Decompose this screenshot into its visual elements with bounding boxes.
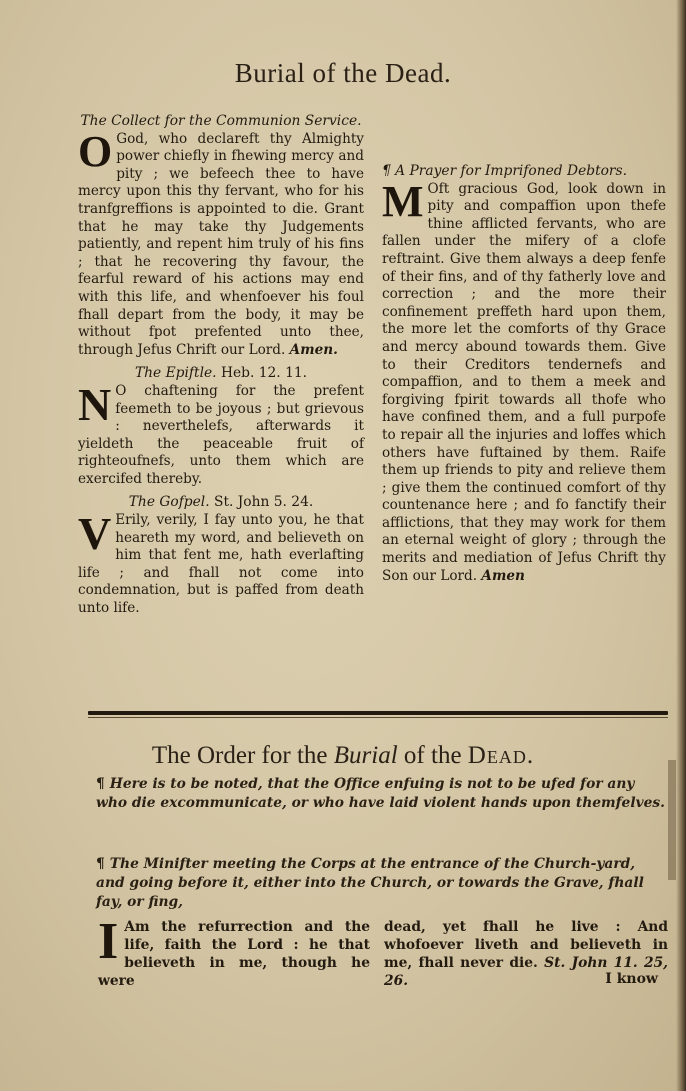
epistle-body: O chaftening for the prefent feemeth to be joyous ; but grievous : neverthelefs, afterwards it yieldeth the peaceable fruit of righteoufnefs, unto them which are exercifed thereby. xyxy=(78,382,364,487)
epistle-title: The Epiftle. xyxy=(134,365,217,382)
catchword: I know xyxy=(605,971,658,987)
section-divider xyxy=(88,711,668,715)
order-title-part-3: of the xyxy=(403,742,462,769)
pilcrow-icon: ¶ xyxy=(96,776,105,792)
order-title-part-2: Burial xyxy=(333,742,398,769)
order-title xyxy=(0,742,686,770)
collect-amen: Amen. xyxy=(289,341,338,358)
collect-heading: The Collect for the Communion Service. xyxy=(80,113,362,129)
right-column xyxy=(382,111,666,585)
gospel-reference: St. John 5. 24. xyxy=(214,494,314,511)
gospel-body: Erily, verily, I fay unto you, he that heareth my word, and believeth on him that fent me, hath everlafting life ; and fhall not come into condemnation, but is paffed from death unto life. xyxy=(78,512,364,617)
rubric-minister xyxy=(96,855,666,912)
sentence-right-text: dead, yet fhall he live : And whofoever liveth and believeth in me, fhall never die. xyxy=(384,919,668,971)
page-edge-shadow xyxy=(676,0,686,1091)
collect-text xyxy=(78,126,364,360)
order-title-part-4: Dead. xyxy=(467,742,535,769)
gospel-dropcap: V xyxy=(78,508,112,560)
rubric-excommunicate-text: Here is to be noted, that the Office enfuing is not to be ufed for any who die excommunicate, or who have laid violent hands upon themfelves. xyxy=(96,776,665,811)
left-column xyxy=(78,113,364,618)
epistle-text xyxy=(78,378,364,489)
sentence-reference: St. John 11. 25, 26. xyxy=(384,955,668,989)
sentence-dropcap: I xyxy=(98,913,119,970)
gospel-title: The Gofpel. xyxy=(128,494,210,511)
pilcrow-icon: ¶ xyxy=(96,856,105,872)
prayer-text xyxy=(382,176,666,586)
gospel-text xyxy=(78,508,364,618)
collect-dropcap: O xyxy=(78,126,113,176)
collect-body: God, who declareft thy Almighty power chiefly in fhewing mercy and pity ; we befeech thee to have mercy upon this thy fervant, who for his tranfgreffions is appointed to die. Grant that he may take thy Judgements patiently, and repent him truly of his fins ; that he recovering thy favour, the fearful reward of his actions may end with this life, and whenfoever his foul fhall depart from the body, it may be without fpot prefented unto thee, through Jefus Chrift our Lord. xyxy=(78,130,364,358)
epistle-heading xyxy=(78,365,364,383)
rubric-minister-text: The Minifter meeting the Corps at the entrance of the Church-yard, and going before it, either into the Church, or towards the Grave, fhall fay, or fing, xyxy=(96,856,644,910)
prayer-amen: Amen xyxy=(481,567,525,584)
prayer-body: Oft gracious God, look down in pity and compaffion upon thefe thine afflicted fervants, who are fallen under the mifery of a clofe reftraint. Give them always a deep fenfe of their fins, and of thy fatherly love and correction ; and the more their confinement preffeth hard upon them, the more let the comforts of thy Grace and mercy abound towards them. Give to their Creditors tendernefs and compaffion, and to them a meek and forgiving fpirit towards all thofe who have confined them, and a full purpofe to repair all the injuries and loffes which others have fuftained by them. Raife them up friends to pity and relieve them ; give them the continued comfort of thy countenance here ; and fo fanctify their afflictions, that they may work for them an eternal weight of glory ; through the merits and mediation of Jefus Chrift thy Son our Lord. xyxy=(382,180,666,584)
order-title-part-1: The Order for the xyxy=(151,742,328,769)
epistle-reference: Heb. 12. 11. xyxy=(220,365,308,382)
running-title: Burial of the Dead. xyxy=(234,58,452,88)
epistle-dropcap: N xyxy=(78,378,112,430)
page-stain xyxy=(668,760,676,880)
section-divider-thin xyxy=(88,717,668,718)
prayer-heading: ¶ A Prayer for Imprifoned Debtors. xyxy=(382,163,627,179)
gospel-heading xyxy=(78,494,364,512)
sentence-left xyxy=(98,913,370,990)
rubric-excommunicate xyxy=(96,775,666,813)
sentence-left-text: Am the refurrection and the life, faith the Lord : he that believeth in me, though he were xyxy=(98,919,370,989)
prayer-dropcap: M xyxy=(382,176,424,226)
